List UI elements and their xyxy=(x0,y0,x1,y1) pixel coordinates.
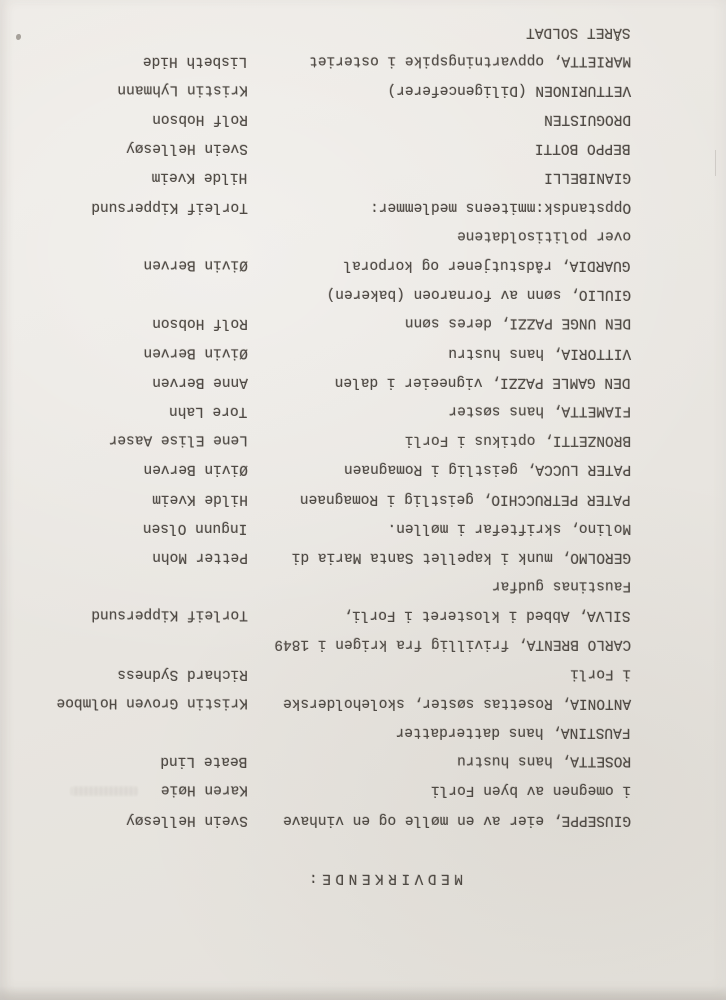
role-text: Molino, skriftefar i møllen. xyxy=(387,519,632,536)
actor-name: Kristin Groven Holmboe xyxy=(56,694,248,711)
actor-name: Øivin Berven xyxy=(143,344,248,361)
role-text: DROGUISTEN xyxy=(544,111,632,128)
actor-name: Beate Lind xyxy=(160,753,248,770)
actor-name: Anne Berven xyxy=(152,373,248,390)
actor-name: Lisbeth Hide xyxy=(142,52,248,69)
role-text: DEN UNGE PAZZI, deres sønn xyxy=(404,315,632,332)
faded-illegible-text xyxy=(71,786,137,795)
role-text: GUARDIA, rådstutjener og korporal xyxy=(343,257,631,274)
role-text: GIANIBELLI xyxy=(544,169,632,186)
actor-name: Torleif Kippersund xyxy=(91,606,248,623)
role-text: GEROLMO, munk i kapellet Santa Maria di xyxy=(291,548,632,565)
role-text: GIULIO, sønn av fornaroen (bakeren) xyxy=(326,286,632,303)
role-text: DEN GAMLE PAZZI, vigneeier i dalen xyxy=(334,373,631,390)
actor-name: Richard Sydness xyxy=(117,665,248,682)
actor-name: Petter Mohn xyxy=(152,548,248,565)
role-text: SÅRET SOLDAT xyxy=(526,23,631,40)
role-text: SILVA, Abbed i klosteret i Forli, xyxy=(343,607,631,624)
role-text: BRONZETTI, optikus i Forli xyxy=(404,432,632,449)
role-text: Faustinas gudfar xyxy=(491,577,632,594)
actor-name: Torleif Kippersund xyxy=(91,198,248,215)
role-text: PATER LUCCA, geistlig i Romagnaen xyxy=(344,461,632,478)
role-text: Oppstandsk:mmiteens medlemmer: xyxy=(370,198,632,215)
scan-edge-shadow xyxy=(0,986,726,1000)
role-text: FIAMETTA, hans søster xyxy=(448,402,632,419)
role-text: MARIETTA, oppvartningspike i osteriet xyxy=(309,52,632,69)
role-text: GIUSEPPE, eier av en mølle og en vinhave xyxy=(283,811,632,828)
actor-name: Rolf Hobson xyxy=(152,111,248,128)
role-text: PATER PETRUCCHIO, geistlig i Romagnaen xyxy=(299,490,631,507)
document-heading: MEDVIRKENDE: xyxy=(304,870,463,886)
role-text: i omegnen av byen Forli xyxy=(431,782,632,799)
role-text: over politisoldatene xyxy=(457,227,632,244)
cast-line xyxy=(0,577,666,629)
actor-name: Hilde Kveim xyxy=(152,490,248,507)
actor-name: Karen Høie xyxy=(71,775,248,804)
cast-line xyxy=(0,636,666,688)
actor-name: Ingunn Olsen xyxy=(142,519,248,536)
actor-name: Tore Lahn xyxy=(169,403,248,419)
actor-name: Hilde Kveim xyxy=(151,169,248,186)
actor-name: Svein Hellesøy xyxy=(126,140,248,157)
cast-line xyxy=(0,227,666,278)
role-text: VITTORIA, hans hustru xyxy=(448,344,632,361)
actor-name: Øivin Berven xyxy=(143,256,248,273)
actor-name: Kristin Lyhmann xyxy=(117,81,248,98)
cast-line xyxy=(0,286,666,337)
cast-line xyxy=(0,724,665,775)
role-text: i Forli xyxy=(570,665,632,682)
cast-list xyxy=(0,23,666,863)
actor-name: Lene Elise Aaser xyxy=(108,431,248,448)
role-text: ANTONIA, Rosettas søster, skoleholderske xyxy=(283,694,632,711)
role-text: FAUSTINA, hans datterdatter xyxy=(395,724,631,741)
actor-name: Øivin Berven xyxy=(143,461,248,478)
role-text: BEPPO BOTTI xyxy=(534,140,631,157)
scan-scratch xyxy=(715,150,716,176)
role-text: ROSETTA, hans hustru xyxy=(457,752,632,769)
role-text: CARLO BRENTA, frivillig fra krigen i 1849 xyxy=(274,636,632,653)
actor-name: Svein Hellesøy xyxy=(126,811,248,828)
cast-line xyxy=(0,23,665,75)
role-text: VETTURINOEN (Diligenceferer) xyxy=(387,81,632,98)
actor-name: Rolf Hobson xyxy=(152,315,248,332)
